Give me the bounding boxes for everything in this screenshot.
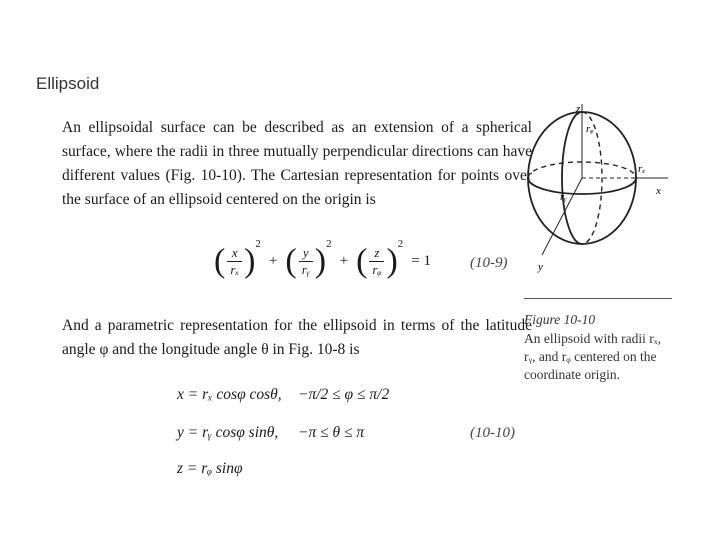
figure-caption: An ellipsoid with radii rₓ, rᵧ, and rᵩ centered on the coordinate origin. <box>524 331 662 382</box>
theta-range: −π ≤ θ ≤ π <box>298 424 365 441</box>
plus-sign: + <box>268 252 278 269</box>
x-parametric-equation: x = rₓ cosφ cosθ, <box>177 386 282 403</box>
x-exponent: 2 <box>255 238 261 250</box>
ry-label: rᵧ <box>560 191 567 203</box>
rz-label: rᵩ <box>586 123 594 135</box>
figure-rule <box>524 298 672 299</box>
meridian-front <box>562 112 582 244</box>
intro-paragraph: An ellipsoidal surface can be described as an extension of a spherical surface, where the radii in three mutually perpendicular directions can have different values (Fig. 10-10). The Cartesian representation for points over the surface of an ellipsoid centered on the origin is <box>62 119 532 208</box>
x-numerator: x <box>227 245 242 262</box>
section-heading: Ellipsoid <box>36 74 100 93</box>
equals-one: = 1 <box>411 252 431 269</box>
y-exponent: 2 <box>326 238 332 250</box>
paren-close: ) <box>244 242 256 280</box>
x-denominator: rₓ <box>230 261 240 277</box>
plus-sign: + <box>339 252 349 269</box>
paren-close: ) <box>386 242 398 280</box>
parametric-paragraph: And a parametric representation for the ellipsoid in terms of the latitude angle φ and the longitude angle θ in Fig. 10-8 is <box>62 317 532 358</box>
paren-open: ( <box>356 242 368 280</box>
z-fraction <box>369 245 384 278</box>
x-axis-label: x <box>656 185 661 197</box>
y-axis-label: y <box>538 261 543 273</box>
paren-open: ( <box>285 242 297 280</box>
z-exponent: 2 <box>397 238 404 250</box>
equation-number: (10-10) <box>470 425 515 441</box>
z-denominator: rᵩ <box>372 261 382 277</box>
figure-title: Figure 10-10 <box>524 312 596 327</box>
y-denominator: rᵧ <box>301 261 310 277</box>
cartesian-equation <box>214 238 435 280</box>
x-fraction <box>227 245 242 278</box>
ellipsoid-figure <box>520 100 680 280</box>
equator-front <box>528 178 636 194</box>
phi-range: −π/2 ≤ φ ≤ π/2 <box>298 386 390 403</box>
y-numerator: y <box>299 245 313 262</box>
z-numerator: z <box>369 245 384 262</box>
paren-close: ) <box>314 242 327 280</box>
equation-number: (10-9) <box>470 255 508 271</box>
y-parametric-equation: y = rᵧ cosφ sinθ, <box>177 424 279 441</box>
rx-label: rₓ <box>638 163 646 175</box>
paren-open: ( <box>214 242 226 280</box>
z-axis-label: z <box>576 103 581 115</box>
y-fraction <box>299 245 313 278</box>
z-parametric-equation: z = rᵩ sinφ <box>177 460 243 477</box>
